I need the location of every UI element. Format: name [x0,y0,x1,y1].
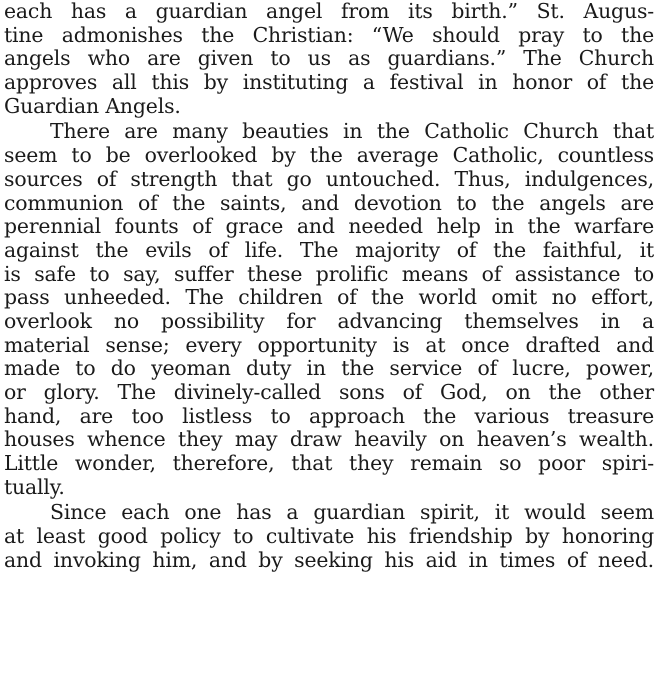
text-line: each has a guardian angel from its birth.” St. Augus- [4,0,654,23]
text-line: perennial founts of grace and needed help in the warfare [4,214,654,239]
text-line: is safe to say, suffer these prolific means of assistance to [4,261,654,286]
text-line: tually. [4,474,65,499]
text-line: houses whence they may draw heavily on heaven’s wealth. [4,427,654,452]
text-line: Little wonder, therefore, that they remain so poor spiri- [4,451,654,476]
text-line: tine admonishes the Christian: “We should pray to the [4,22,654,47]
text-line: There are many beauties in the Catholic Church that [50,119,654,144]
paragraph-2 [4,120,654,499]
document-page [4,0,654,573]
paragraph-1 [4,0,654,118]
text-line: pass unheeded. The children of the world omit no effort, [4,285,654,310]
text-line: communion of the saints, and devotion to the angels are [4,190,654,215]
text-line: seem to be overlooked by the average Catholic, countless [4,143,654,168]
text-line: approves all this by instituting a festival in honor of the [4,70,654,95]
text-line: material sense; every opportunity is at once drafted and [4,332,654,357]
text-line: made to do yeoman duty in the service of lucre, power, [4,356,654,381]
text-line: at least good policy to cultivate his friendship by honoring [4,524,654,549]
paragraph-3 [4,501,654,572]
text-line: overlook no possibility for advancing themselves in a [4,308,654,333]
text-line: sources of strength that go untouched. Thus, indulgences, [4,166,654,191]
text-line: Since each one has a guardian spirit, it would seem [50,500,654,525]
text-line: and invoking him, and by seeking his aid in times of need. [4,547,654,572]
text-line: angels who are given to us as guardians.” The Church [4,46,654,71]
text-line: hand, are too listless to approach the various treasure [4,403,654,428]
text-line: against the evils of life. The majority of the faithful, it [4,237,654,262]
text-line: Guardian Angels. [4,93,181,118]
text-line: or glory. The divinely-called sons of God, on the other [4,380,654,404]
